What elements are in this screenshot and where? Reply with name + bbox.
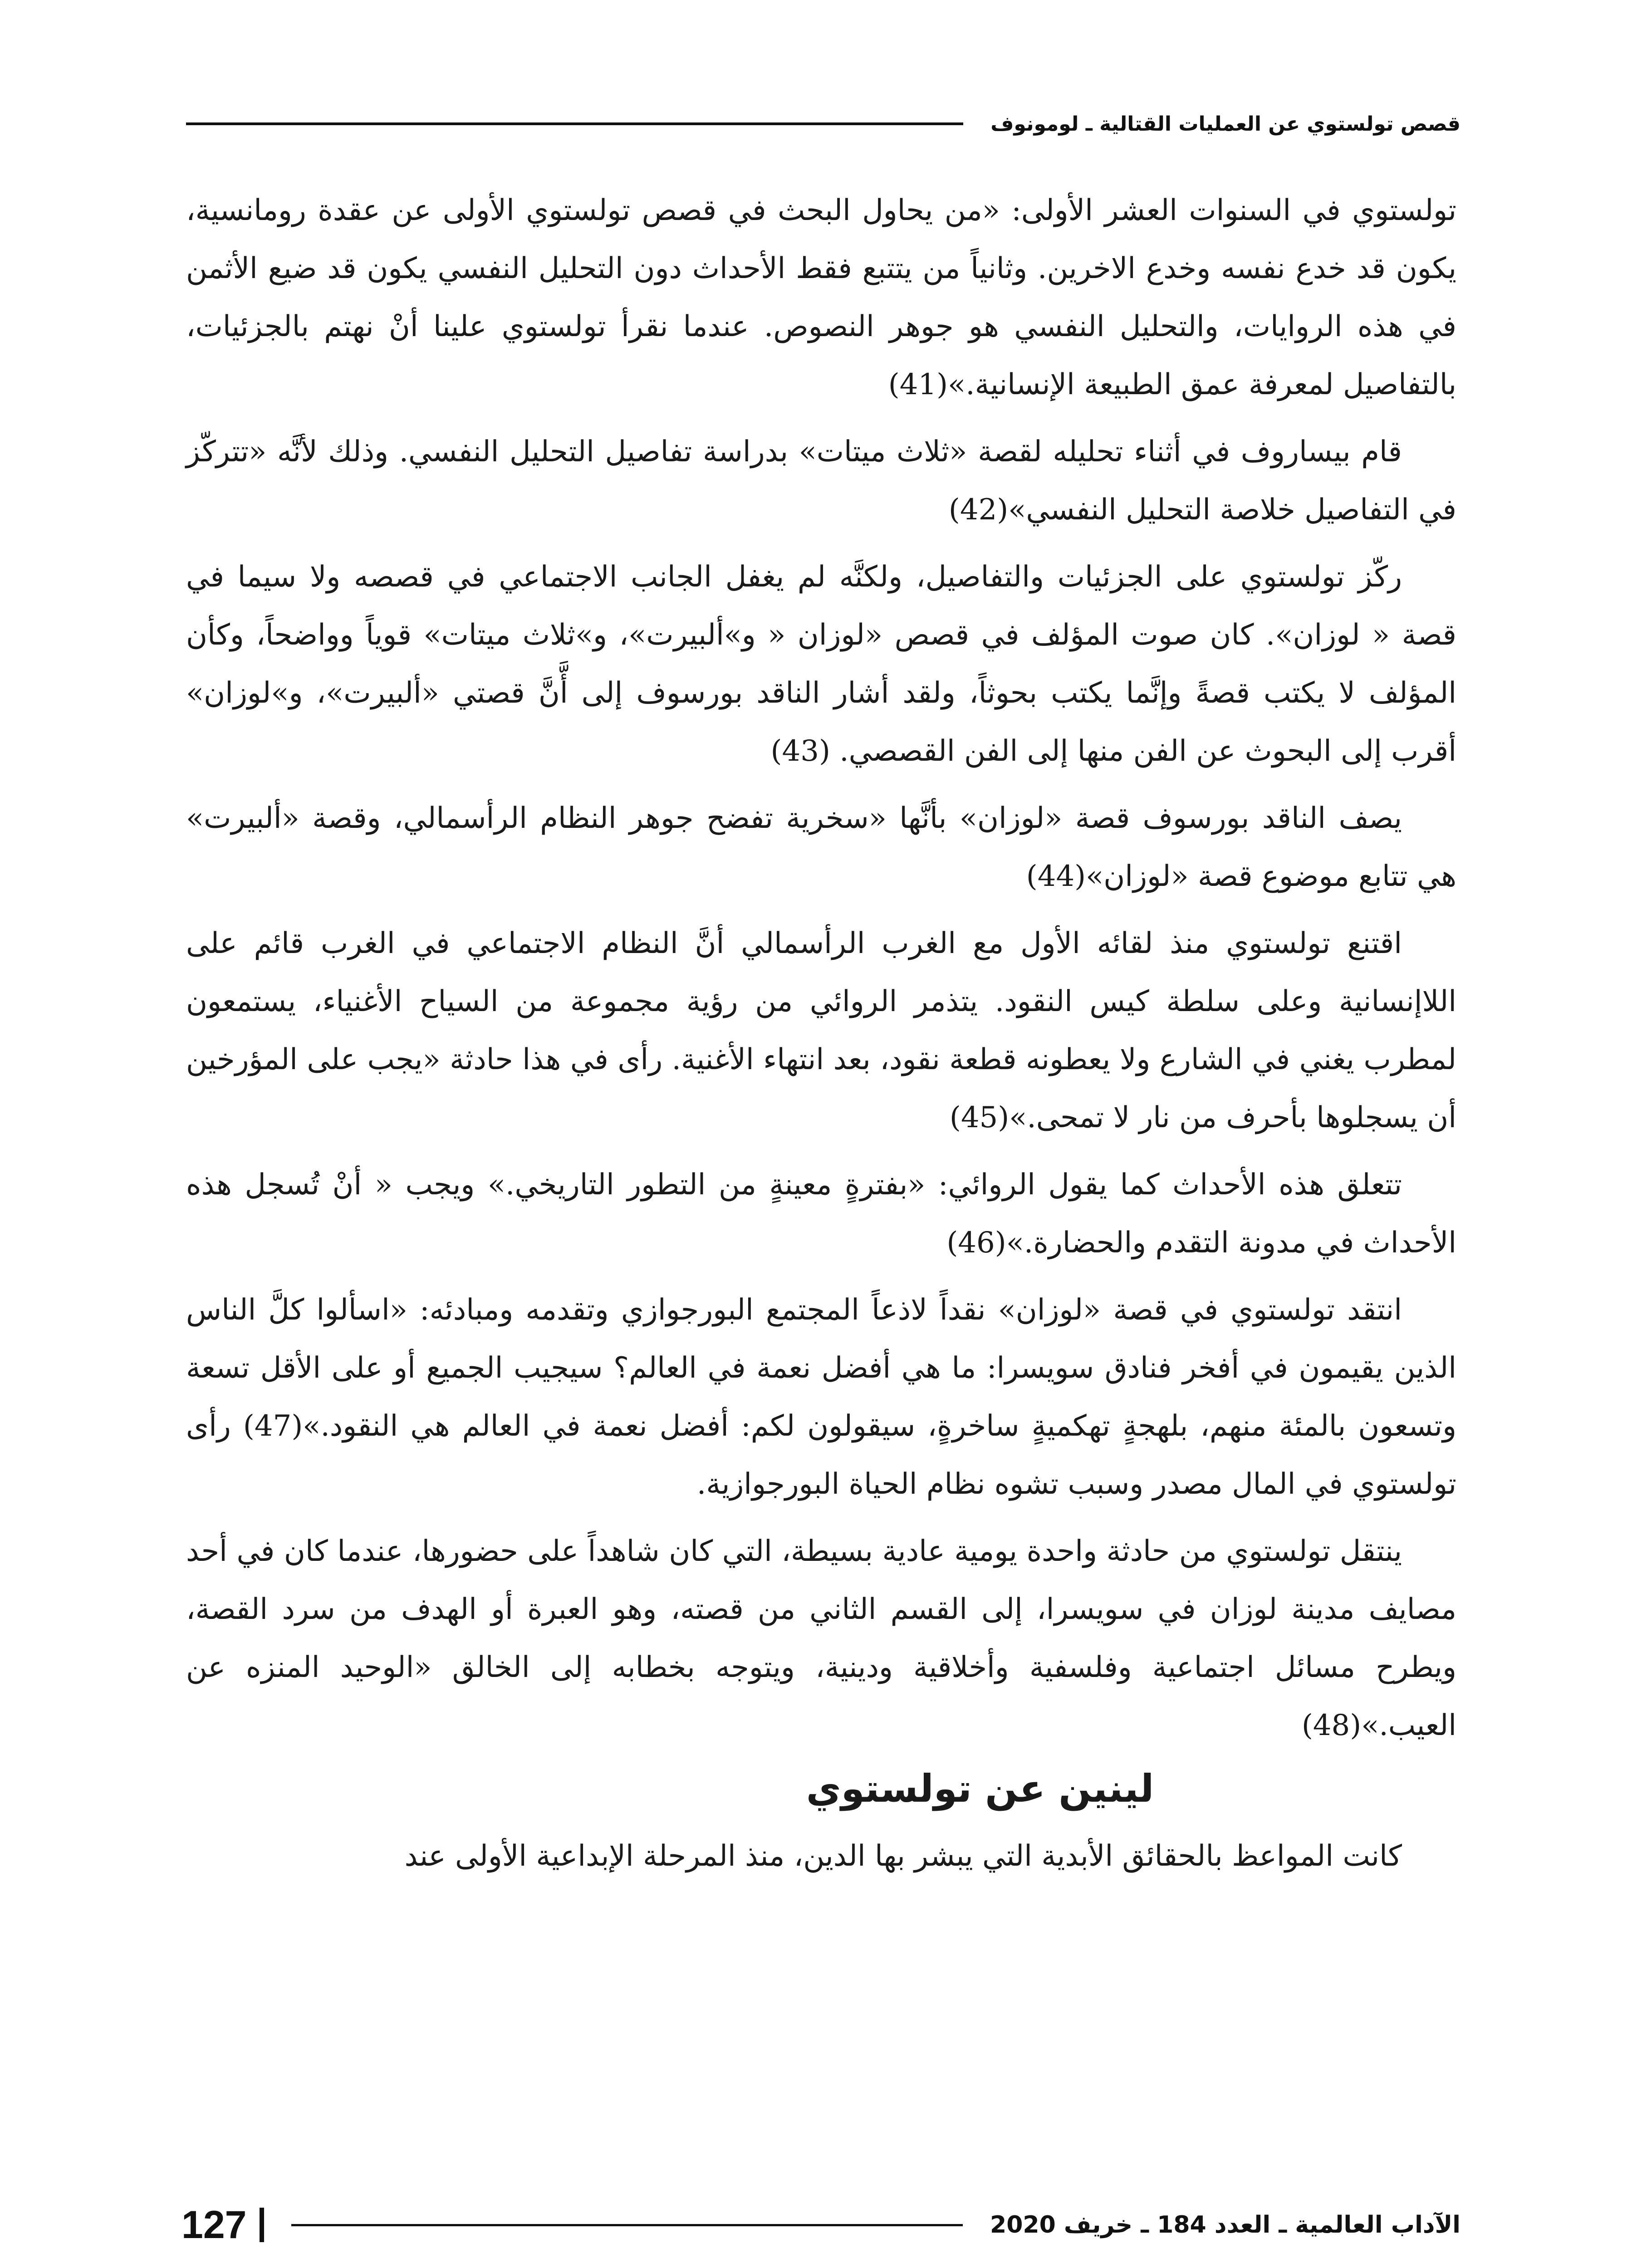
closing-line: كانت المواعظ بالحقائق الأبدية التي يبشر بها الدين، منذ المرحلة الإبداعية الأولى عند xyxy=(404,1839,1402,1873)
header-rule xyxy=(186,122,963,125)
page-number-bar xyxy=(260,2208,264,2242)
paragraph-2: قام بيساروف في أثناء تحليله لقصة «ثلاث ميتات» بدراسة تفاصيل التحليل النفسي. وذلك لأنَّه «تتركّز في التفاصيل خلاصة التحليل النفسي»(42) xyxy=(186,435,1456,527)
footer-rule xyxy=(291,2224,963,2226)
page-number: 127 xyxy=(181,2203,247,2247)
paragraph-5: اقتنع تولستوي منذ لقائه الأول مع الغرب الرأسمالي أنَّ النظام الاجتماعي في الغرب قائم على اللاإنسانية وعلى سلطة كيس النقود. يتذمر الروائي من رؤية مجموعة من السياح الأغنياء، يستمعون لمطرب يغني في الشارع ولا يعطونه قطعة نقود، بعد انتهاء الأغنية. رأى في هذا حادثة «يجب على المؤرخين أن يسجلوها بأحرف من نار لا تمحى.»(45) xyxy=(186,927,1456,1134)
paragraph-1: تولستوي في السنوات العشر الأولى: «من يحاول البحث في قصص تولستوي الأولى عن عقدة رومانسية، يكون قد خدع نفسه وخدع الاخرين. وثانياً من يتتبع فقط الأحداث دون التحليل النفسي يكون قد ضيع الأثمن في هذه الروايات، والتحليل النفسي هو جوهر النصوص. عندما نقرأ تولستوي علينا أنْ نهتم بالجزئيات، بالتفاصيل لمعرفة عمق الطبيعة الإنسانية.»(41) xyxy=(186,194,1457,401)
page-footer xyxy=(181,2200,1461,2250)
paragraph-6: تتعلق هذه الأحداث كما يقول الروائي: «بفترةٍ معينةٍ من التطور التاريخي.» ويجب « أنْ تُسجل هذه الأحداث في مدونة التقدم والحضارة.»(46) xyxy=(186,1168,1456,1260)
paragraph-4: يصف الناقد بورسوف قصة «لوزان» بأنَّها «سخرية تفضح جوهر النظام الرأسمالي، وقصة «ألبيرت» هي تتابع موضوع قصة «لوزان»(44) xyxy=(186,802,1456,893)
section-heading: لينين عن تولستوي xyxy=(806,1766,1154,1811)
paragraph-3: ركّز تولستوي على الجزئيات والتفاصيل، ولكنَّه لم يغفل الجانب الاجتماعي في قصصه ولا سيما في قصة « لوزان». كان صوت المؤلف في قصص «لوزان « و»ألبيرت»، و»ثلاث ميتات» قوياً وواضحاً، وكأن المؤلف لا يكتب قصةً وإنَّما يكتب بحوثاً، ولقد أشار الناقد بورسوف إلى أَّنَّ قصتي «ألبيرت»، و»لوزان» أقرب إلى البحوث عن الفن منها إلى الفن القصصي. (43) xyxy=(186,560,1457,768)
body-text xyxy=(186,181,1456,1894)
page-number-block xyxy=(181,2203,264,2248)
running-header xyxy=(186,103,1461,144)
paragraph-8: ينتقل تولستوي من حادثة واحدة يومية عادية بسيطة، التي كان شاهداً على حضورها، عندما كان في أحد مصايف مدينة لوزان في سويسرا، إلى القسم الثاني من قصته، وهو العبرة أو الهدف من سرد القصة، ويطرح مسائل اجتماعية وفلسفية وأخلاقية ودينية، ويتوجه بخطابه إلى الخالق «الوحيد المنزه عن العيب.»(48) xyxy=(186,1535,1456,1742)
paragraph-7: انتقد تولستوي في قصة «لوزان» نقداً لاذعاً المجتمع البورجوازي وتقدمه ومبادئه: «اسألوا كلَّ الناس الذين يقيمون في أفخر فنادق سويسرا: ما هي أفضل نعمة في العالم؟ سيجيب الجميع أو على الأقل تسعة وتسعون بالمئة منهم، بلهجةٍ تهكميةٍ ساخرةٍ، سيقولون لكم: أفضل نعمة في العالم هي النقود.»(47) رأى تولستوي في المال مصدر وسبب تشوه نظام الحياة البورجوازية. xyxy=(186,1293,1457,1501)
running-title: قصص تولستوي عن العمليات القتالية ـ لومونوف xyxy=(990,112,1461,136)
journal-issue: الآداب العالمية ـ العدد 184 ـ خريف 2020 xyxy=(990,2211,1461,2239)
